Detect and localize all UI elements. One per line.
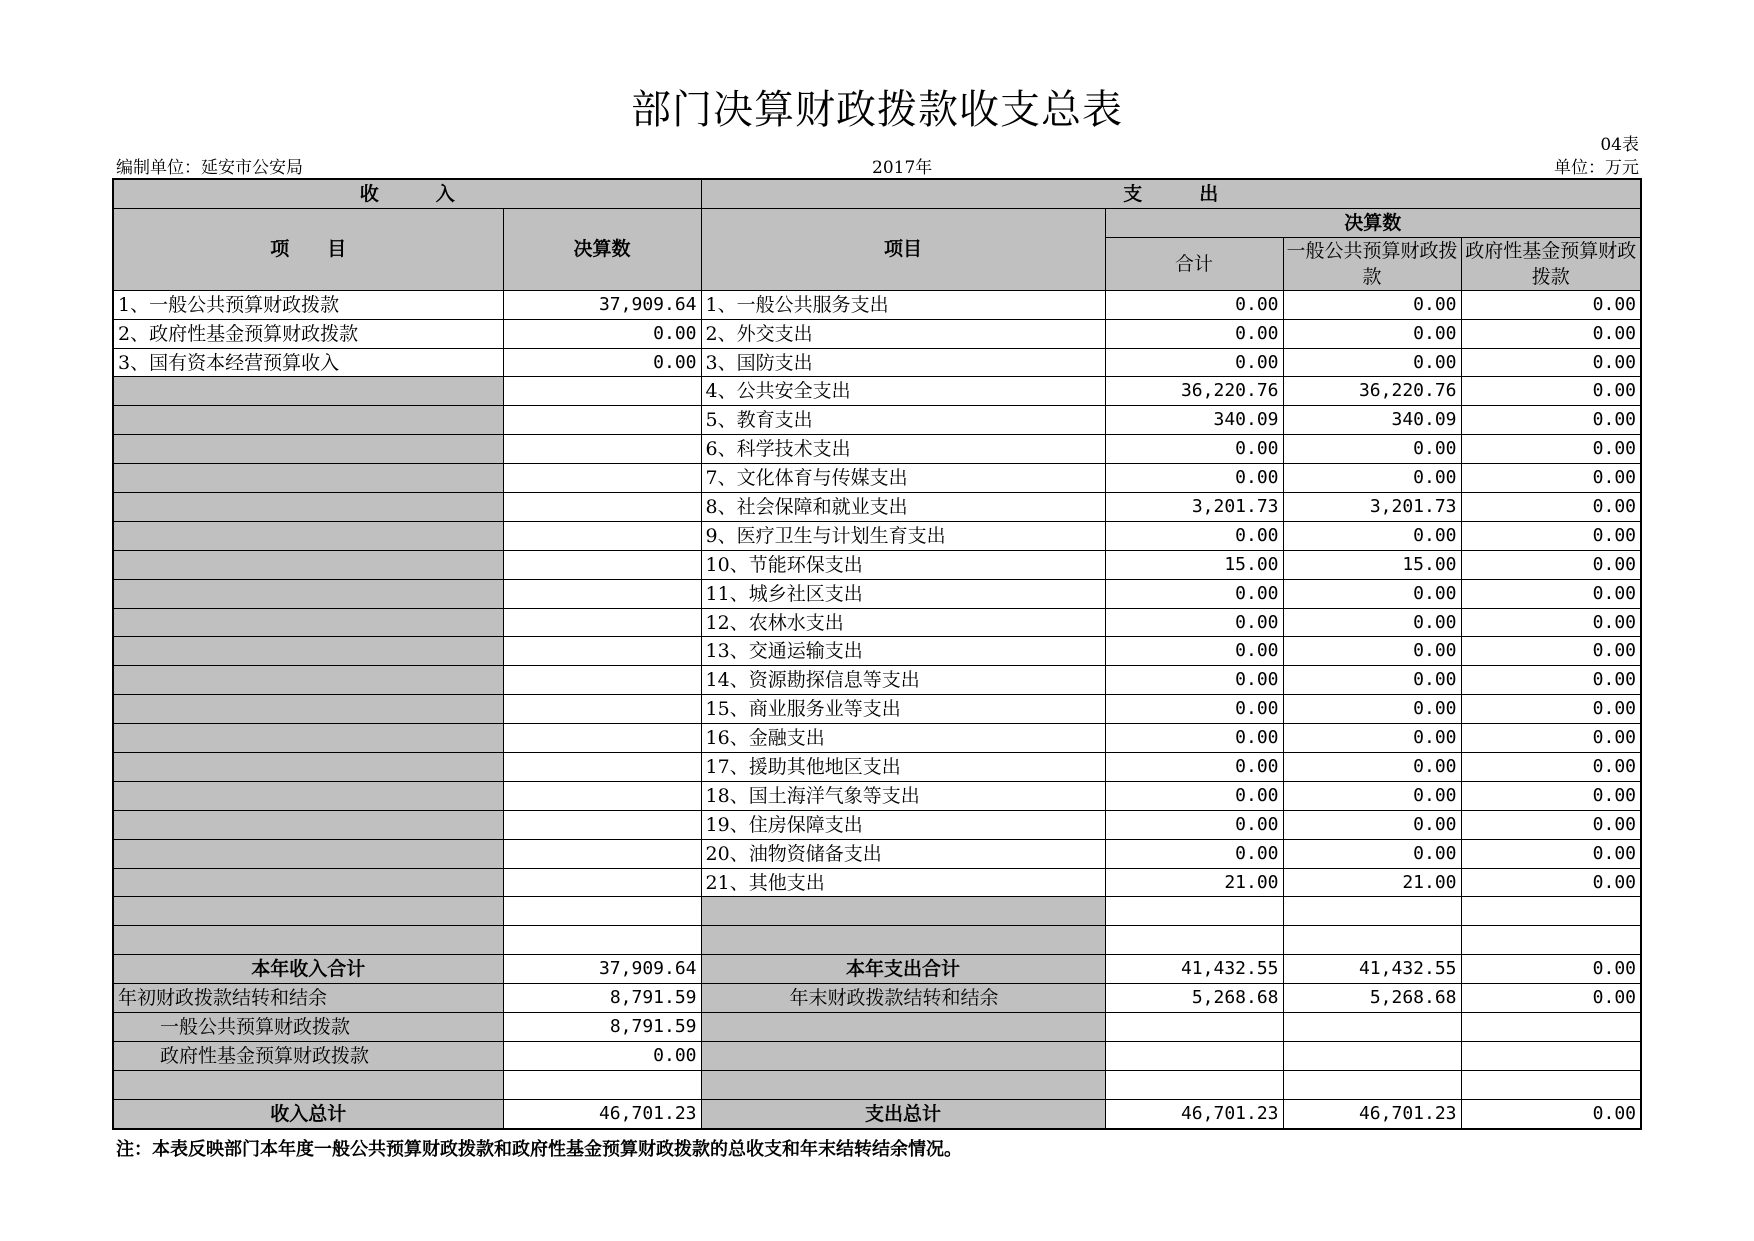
expense-grand-total: 46,701.23	[1105, 1099, 1283, 1128]
empty-cell	[1461, 1041, 1641, 1070]
income-item-cell	[113, 608, 503, 637]
table-row	[113, 550, 1641, 579]
begin-fund-label: 政府性基金预算财政拨款	[113, 1041, 503, 1070]
table-row	[113, 666, 1641, 695]
income-amount-cell	[503, 493, 701, 522]
expense-general-cell: 0.00	[1283, 435, 1461, 464]
expense-general-cell: 0.00	[1283, 810, 1461, 839]
income-amount-cell	[503, 868, 701, 897]
expense-total-cell: 0.00	[1105, 839, 1283, 868]
expense-item-cell: 18、国土海洋气象等支出	[701, 781, 1105, 810]
expense-general-cell: 0.00	[1283, 724, 1461, 753]
empty-cell	[1461, 1070, 1641, 1099]
empty-cell	[701, 897, 1105, 926]
expense-item-cell: 21、其他支出	[701, 868, 1105, 897]
expense-fund-cell: 0.00	[1461, 435, 1641, 464]
income-amount-cell	[503, 781, 701, 810]
expense-total-cell: 0.00	[1105, 781, 1283, 810]
income-item-cell	[113, 377, 503, 406]
summary-row	[113, 955, 1641, 984]
expense-total-cell: 0.00	[1105, 753, 1283, 782]
expense-general-cell: 15.00	[1283, 550, 1461, 579]
expense-fund-cell: 0.00	[1461, 608, 1641, 637]
expense-general-cell: 0.00	[1283, 290, 1461, 319]
end-balance-label: 年末财政拨款结转和结余	[701, 984, 1105, 1013]
expense-general-cell: 0.00	[1283, 579, 1461, 608]
income-item-cell: 1、一般公共预算财政拨款	[113, 290, 503, 319]
expense-item-cell: 20、油物资储备支出	[701, 839, 1105, 868]
summary-row	[113, 1099, 1641, 1128]
expense-total-cell: 0.00	[1105, 608, 1283, 637]
income-amount-cell	[503, 753, 701, 782]
expense-general-cell: 0.00	[1283, 753, 1461, 782]
expense-item-cell: 15、商业服务业等支出	[701, 695, 1105, 724]
table-row	[113, 521, 1641, 550]
empty-cell	[1461, 926, 1641, 955]
empty-cell	[1105, 897, 1283, 926]
year-income-total: 37,909.64	[503, 955, 701, 984]
table-row	[113, 464, 1641, 493]
compiling-unit: 编制单位：延安市公安局	[116, 158, 303, 178]
income-amount-cell	[503, 608, 701, 637]
begin-balance: 8,791.59	[503, 984, 701, 1013]
expense-total-cell: 0.00	[1105, 464, 1283, 493]
expense-total-cell: 0.00	[1105, 695, 1283, 724]
expense-fund-cell: 0.00	[1461, 753, 1641, 782]
income-amount-cell	[503, 435, 701, 464]
expense-fund-cell: 0.00	[1461, 695, 1641, 724]
empty-row	[113, 926, 1641, 955]
income-amount-header: 决算数	[503, 208, 701, 290]
table-row	[113, 319, 1641, 348]
expense-total-cell: 340.09	[1105, 406, 1283, 435]
currency-unit: 单位：万元	[1554, 158, 1639, 178]
income-item-cell	[113, 579, 503, 608]
expense-item-cell: 3、国防支出	[701, 348, 1105, 377]
empty-cell	[1105, 1013, 1283, 1042]
summary-row	[113, 1070, 1641, 1099]
year-expense-fund: 0.00	[1461, 955, 1641, 984]
table-row	[113, 724, 1641, 753]
expense-fund-cell: 0.00	[1461, 781, 1641, 810]
expense-total-cell: 0.00	[1105, 435, 1283, 464]
expense-grand-fund: 0.00	[1461, 1099, 1641, 1128]
expense-general-cell: 21.00	[1283, 868, 1461, 897]
report-year: 2017年	[872, 158, 933, 178]
income-amount-cell: 37,909.64	[503, 290, 701, 319]
income-amount-cell	[503, 464, 701, 493]
expense-fund-cell: 0.00	[1461, 839, 1641, 868]
footnote: 注：本表反映部门本年度一般公共预算财政拨款和政府性基金预算财政拨款的总收支和年末结转结余情况。	[116, 1139, 962, 1160]
expense-item-cell: 13、交通运输支出	[701, 637, 1105, 666]
summary-row	[113, 1041, 1641, 1070]
empty-cell	[701, 1041, 1105, 1070]
income-item-cell	[113, 839, 503, 868]
table-row	[113, 781, 1641, 810]
expense-general-cell: 340.09	[1283, 406, 1461, 435]
income-amount-cell	[503, 810, 701, 839]
expense-general-cell: 0.00	[1283, 319, 1461, 348]
expense-fund-cell: 0.00	[1461, 319, 1641, 348]
expense-item-cell: 9、医疗卫生与计划生育支出	[701, 521, 1105, 550]
header-row-1	[113, 179, 1641, 208]
year-expense-total-label: 本年支出合计	[701, 955, 1105, 984]
income-item-cell	[113, 406, 503, 435]
income-item-cell	[113, 695, 503, 724]
begin-balance-label: 年初财政拨款结转和结余	[113, 984, 503, 1013]
table-row	[113, 810, 1641, 839]
expense-total-cell: 15.00	[1105, 550, 1283, 579]
empty-cell	[113, 897, 503, 926]
expense-general-cell: 0.00	[1283, 464, 1461, 493]
expense-fund-cell: 0.00	[1461, 464, 1641, 493]
expense-fund-cell: 0.00	[1461, 810, 1641, 839]
income-header: 收 入	[113, 179, 701, 208]
income-amount-cell	[503, 406, 701, 435]
form-number: 04表	[1600, 135, 1639, 155]
income-item-cell	[113, 810, 503, 839]
empty-cell	[1283, 897, 1461, 926]
income-amount-cell	[503, 724, 701, 753]
income-item-cell	[113, 724, 503, 753]
year-income-total-label: 本年收入合计	[113, 955, 503, 984]
empty-cell	[701, 1013, 1105, 1042]
expense-item-cell: 8、社会保障和就业支出	[701, 493, 1105, 522]
expense-header: 支 出	[701, 179, 1641, 208]
income-item-cell	[113, 868, 503, 897]
summary-row	[113, 984, 1641, 1013]
table-row	[113, 435, 1641, 464]
income-item-cell	[113, 781, 503, 810]
expense-total-cell: 0.00	[1105, 637, 1283, 666]
expense-total-cell: 21.00	[1105, 868, 1283, 897]
income-item-cell: 2、政府性基金预算财政拨款	[113, 319, 503, 348]
expense-item-cell: 1、一般公共服务支出	[701, 290, 1105, 319]
begin-general: 8,791.59	[503, 1013, 701, 1042]
expense-fund-cell: 0.00	[1461, 406, 1641, 435]
end-balance-total: 5,268.68	[1105, 984, 1283, 1013]
final-amount-group-header: 决算数	[1105, 208, 1641, 237]
expense-item-cell: 2、外交支出	[701, 319, 1105, 348]
total-col-header: 合计	[1105, 237, 1283, 290]
expense-total-cell: 36,220.76	[1105, 377, 1283, 406]
expense-fund-cell: 0.00	[1461, 493, 1641, 522]
year-expense-general: 41,432.55	[1283, 955, 1461, 984]
income-item-cell	[113, 493, 503, 522]
expense-fund-cell: 0.00	[1461, 521, 1641, 550]
expense-fund-cell: 0.00	[1461, 724, 1641, 753]
income-amount-cell	[503, 839, 701, 868]
empty-cell	[1461, 1013, 1641, 1042]
income-amount-cell	[503, 695, 701, 724]
expense-fund-cell: 0.00	[1461, 290, 1641, 319]
expense-general-cell: 0.00	[1283, 839, 1461, 868]
empty-cell	[113, 1070, 503, 1099]
table-row	[113, 608, 1641, 637]
expense-general-cell: 0.00	[1283, 695, 1461, 724]
expense-item-cell: 4、公共安全支出	[701, 377, 1105, 406]
empty-cell	[1283, 1013, 1461, 1042]
report-title: 部门决算财政拨款收支总表	[631, 87, 1123, 133]
expense-fund-cell: 0.00	[1461, 348, 1641, 377]
begin-fund: 0.00	[503, 1041, 701, 1070]
income-amount-cell	[503, 666, 701, 695]
income-item-cell	[113, 550, 503, 579]
income-amount-cell	[503, 550, 701, 579]
income-amount-cell: 0.00	[503, 348, 701, 377]
expense-item-cell: 19、住房保障支出	[701, 810, 1105, 839]
expense-general-cell: 0.00	[1283, 781, 1461, 810]
expense-total-cell: 3,201.73	[1105, 493, 1283, 522]
expense-general-cell: 0.00	[1283, 608, 1461, 637]
expense-total-cell: 0.00	[1105, 521, 1283, 550]
income-amount-cell: 0.00	[503, 319, 701, 348]
expense-total-cell: 0.00	[1105, 724, 1283, 753]
general-budget-col-header: 一般公共预算财政拨款	[1283, 237, 1461, 290]
expense-total-cell: 0.00	[1105, 348, 1283, 377]
expense-item-cell: 6、科学技术支出	[701, 435, 1105, 464]
empty-cell	[1105, 1070, 1283, 1099]
expense-item-cell: 14、资源勘探信息等支出	[701, 666, 1105, 695]
table-row	[113, 753, 1641, 782]
expense-item-cell: 12、农林水支出	[701, 608, 1105, 637]
empty-cell	[503, 897, 701, 926]
expense-total-cell: 0.00	[1105, 579, 1283, 608]
income-item-cell	[113, 753, 503, 782]
empty-cell	[503, 1070, 701, 1099]
expense-fund-cell: 0.00	[1461, 868, 1641, 897]
begin-general-label: 一般公共预算财政拨款	[113, 1013, 503, 1042]
expense-fund-cell: 0.00	[1461, 377, 1641, 406]
expense-grand-total-label: 支出总计	[701, 1099, 1105, 1128]
income-amount-cell	[503, 377, 701, 406]
income-item-cell	[113, 637, 503, 666]
expense-general-cell: 0.00	[1283, 637, 1461, 666]
income-item-cell	[113, 435, 503, 464]
income-amount-cell	[503, 579, 701, 608]
income-amount-cell	[503, 637, 701, 666]
empty-cell	[1105, 926, 1283, 955]
expense-fund-cell: 0.00	[1461, 666, 1641, 695]
expense-total-cell: 0.00	[1105, 810, 1283, 839]
summary-row	[113, 1013, 1641, 1042]
expense-total-cell: 0.00	[1105, 666, 1283, 695]
empty-cell	[1283, 1041, 1461, 1070]
fund-budget-col-header: 政府性基金预算财政拨款	[1461, 237, 1641, 290]
expense-general-cell: 36,220.76	[1283, 377, 1461, 406]
income-amount-cell	[503, 521, 701, 550]
empty-cell	[701, 1070, 1105, 1099]
expense-item-cell: 17、援助其他地区支出	[701, 753, 1105, 782]
end-balance-fund: 0.00	[1461, 984, 1641, 1013]
expense-general-cell: 0.00	[1283, 666, 1461, 695]
expense-item-cell: 10、节能环保支出	[701, 550, 1105, 579]
table-row	[113, 290, 1641, 319]
year-expense-total: 41,432.55	[1105, 955, 1283, 984]
expense-fund-cell: 0.00	[1461, 550, 1641, 579]
empty-cell	[503, 926, 701, 955]
table-row	[113, 695, 1641, 724]
empty-cell	[701, 926, 1105, 955]
expense-total-cell: 0.00	[1105, 290, 1283, 319]
income-item-cell	[113, 464, 503, 493]
expense-grand-general: 46,701.23	[1283, 1099, 1461, 1128]
income-item-cell: 3、国有资本经营预算收入	[113, 348, 503, 377]
expense-item-cell: 16、金融支出	[701, 724, 1105, 753]
expense-general-cell: 0.00	[1283, 521, 1461, 550]
empty-row	[113, 897, 1641, 926]
table-row	[113, 406, 1641, 435]
table-row	[113, 868, 1641, 897]
table-row	[113, 637, 1641, 666]
table-row	[113, 579, 1641, 608]
empty-cell	[1283, 926, 1461, 955]
income-grand-total: 46,701.23	[503, 1099, 701, 1128]
expense-item-cell: 7、文化体育与传媒支出	[701, 464, 1105, 493]
expense-item-cell: 11、城乡社区支出	[701, 579, 1105, 608]
expense-item-header: 项目	[701, 208, 1105, 290]
header-row-2	[113, 208, 1641, 237]
end-balance-general: 5,268.68	[1283, 984, 1461, 1013]
income-grand-total-label: 收入总计	[113, 1099, 503, 1128]
expense-general-cell: 0.00	[1283, 348, 1461, 377]
income-item-cell	[113, 666, 503, 695]
expense-total-cell: 0.00	[1105, 319, 1283, 348]
table-row	[113, 493, 1641, 522]
revenue-expenditure-table	[112, 178, 1642, 1130]
empty-cell	[1461, 897, 1641, 926]
table-row	[113, 377, 1641, 406]
expense-fund-cell: 0.00	[1461, 637, 1641, 666]
empty-cell	[1283, 1070, 1461, 1099]
income-item-header: 项 目	[113, 208, 503, 290]
table-row	[113, 348, 1641, 377]
table-row	[113, 839, 1641, 868]
expense-fund-cell: 0.00	[1461, 579, 1641, 608]
expense-general-cell: 3,201.73	[1283, 493, 1461, 522]
expense-item-cell: 5、教育支出	[701, 406, 1105, 435]
empty-cell	[113, 926, 503, 955]
empty-cell	[1105, 1041, 1283, 1070]
income-item-cell	[113, 521, 503, 550]
